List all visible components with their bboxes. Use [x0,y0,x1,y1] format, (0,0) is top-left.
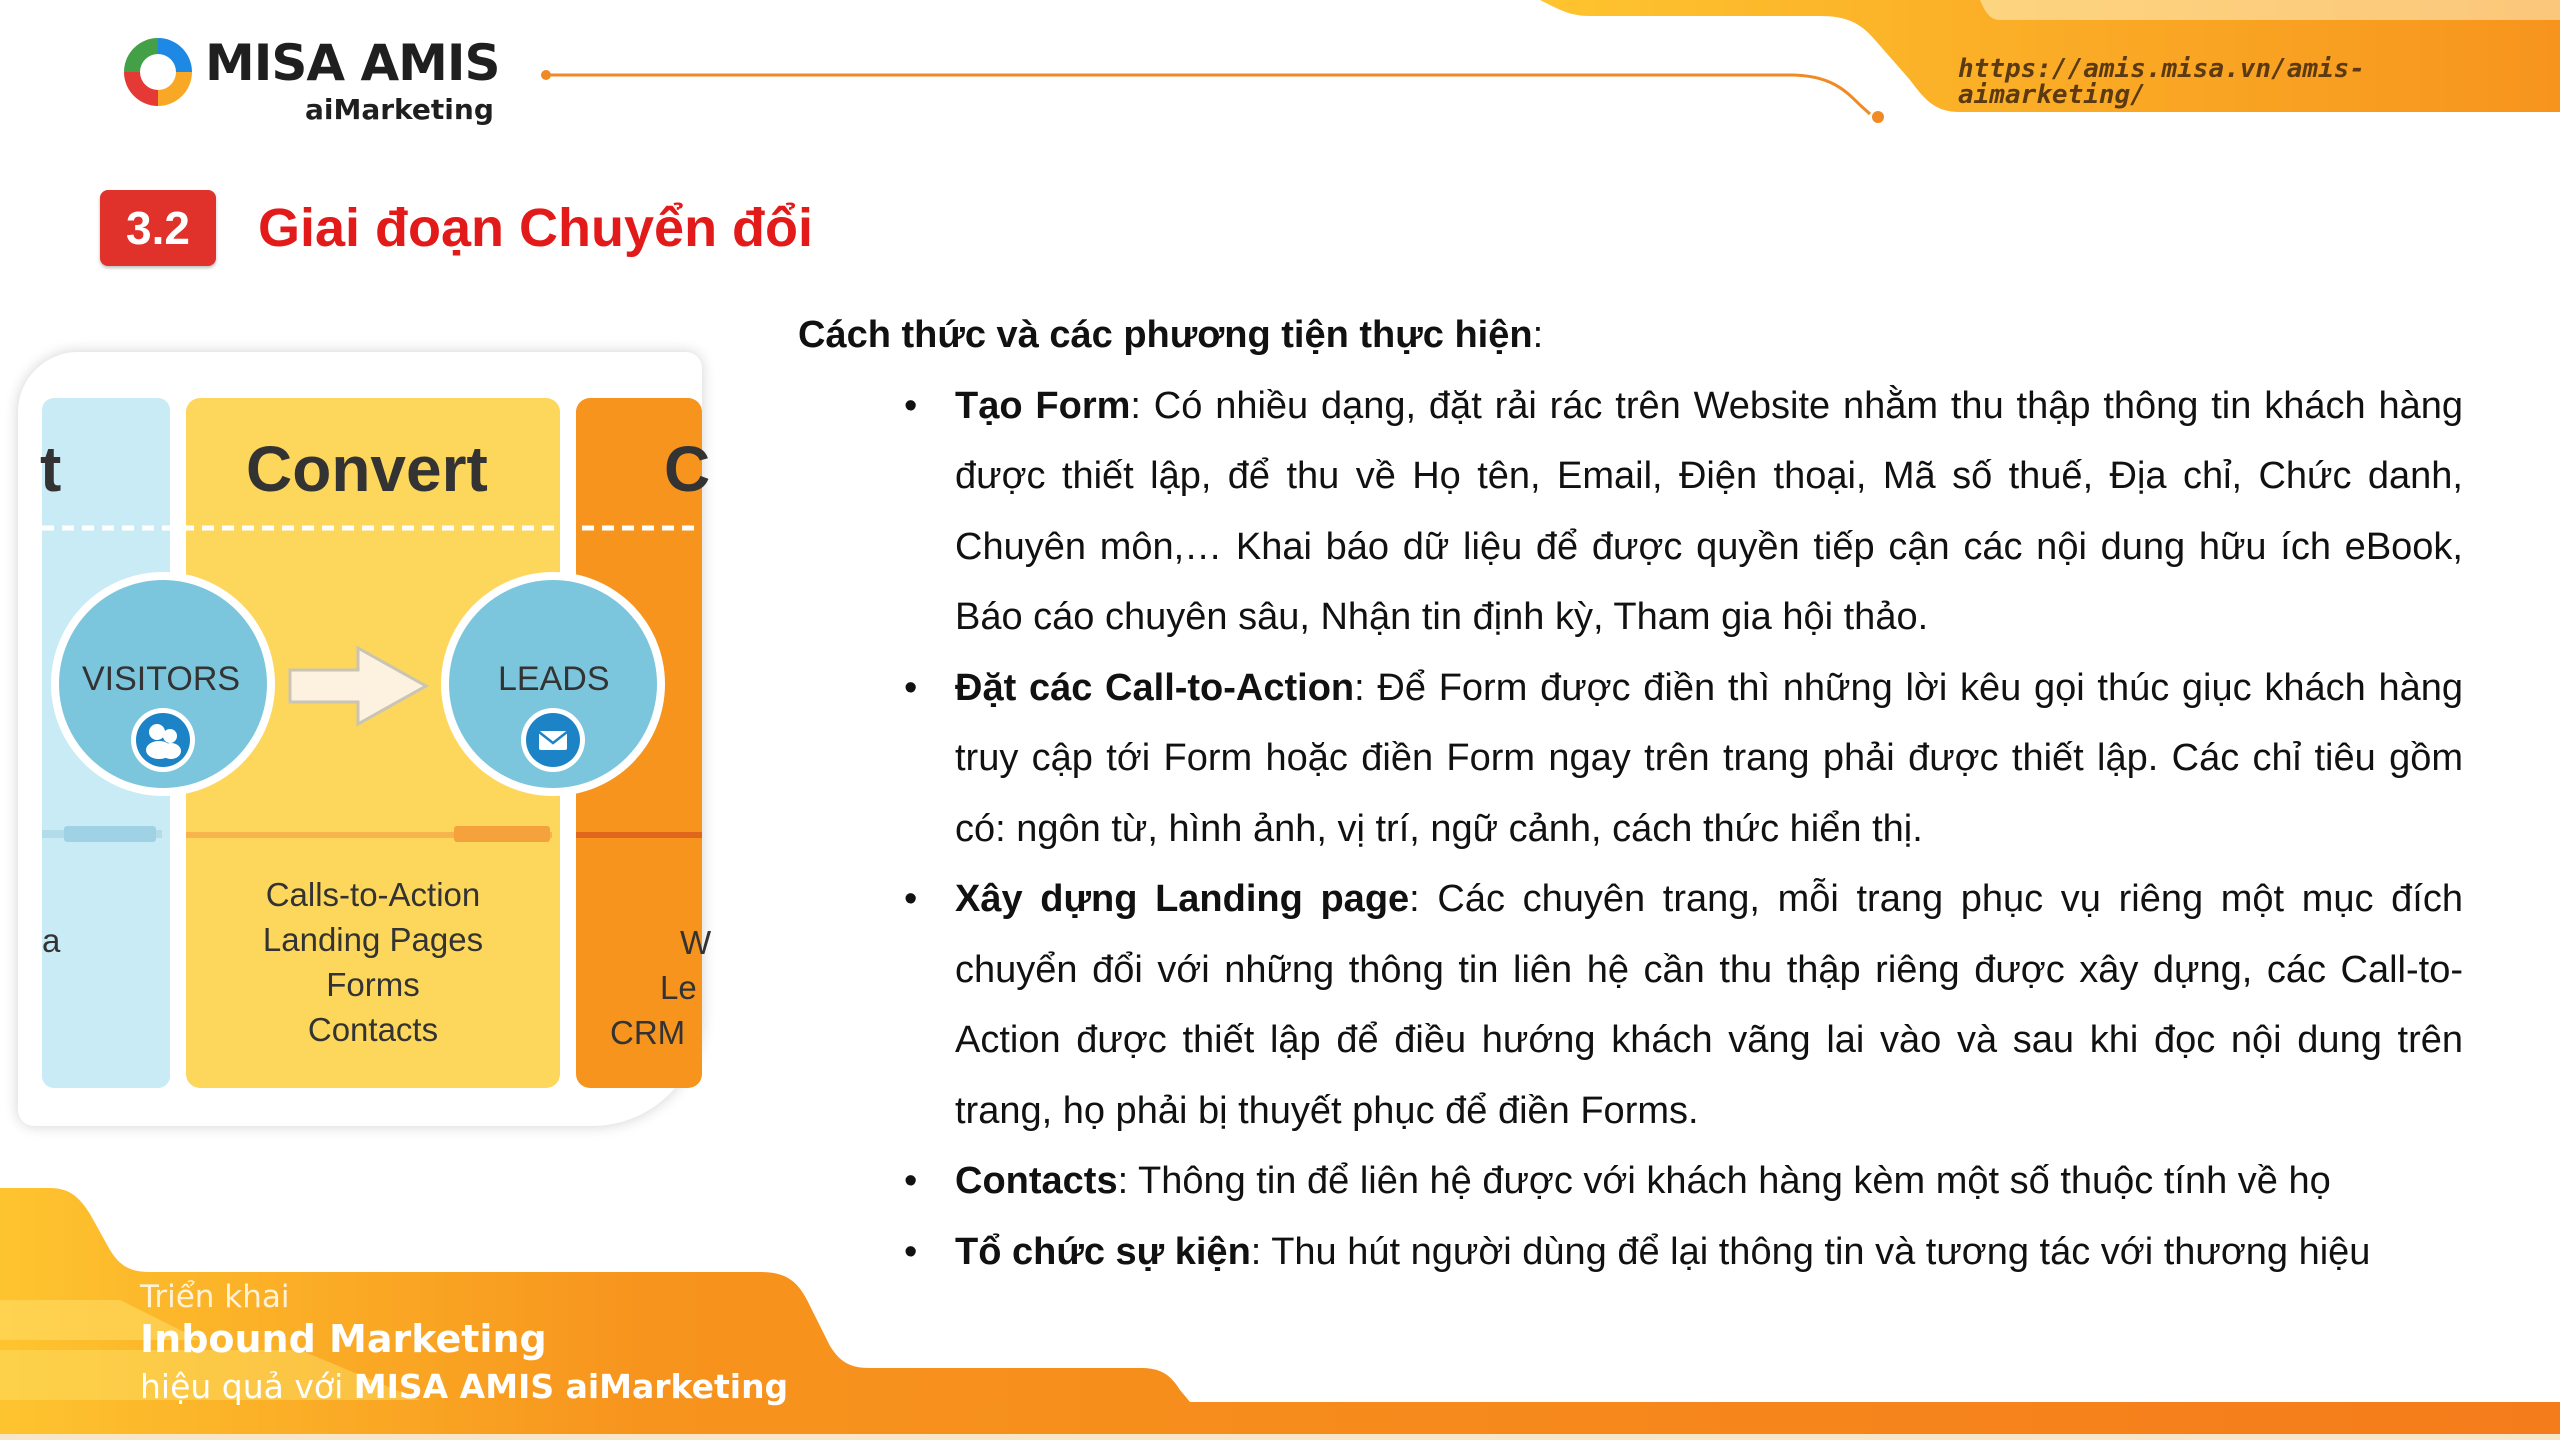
list-item [798,371,2463,653]
item-title: Xây dựng Landing page [955,878,1410,920]
item-title: Đặt các Call-to-Action [955,666,1355,709]
convert-diagram [18,352,712,1126]
list-item [798,864,2463,1146]
item-text: : Có nhiều dạng, đặt rải rác trên Website nhằm thu thập thông tin khách hàng được thiết lập, để thu về Họ tên, Email, Điện thoại, Mã số thuế, Địa chỉ, Chức danh, Chuyên môn,… Khai báo dữ liệu để được quyền tiếp cận các nội dung hữu ích eBook, Báo cáo chuyên sâu, Nhận tin định kỳ, Tham gia hội thảo. [955,384,2463,638]
attract-item-fragment: a [42,922,61,959]
bullet-icon: • [904,878,918,920]
convert-item: Landing Pages [262,921,484,958]
header-url: https://amis.misa.vn/amis-aimarketing/ [1958,54,2365,110]
close-item: CRM [610,1014,686,1051]
close-stage-fragment: C [664,433,711,505]
section-title: Giai đoạn Chuyển đổi [258,198,814,258]
item-title: Tạo Form [955,384,1131,427]
intro-line [798,300,2463,371]
visitors-label: VISITORS [82,660,241,698]
convert-items-list [198,872,548,1052]
footer-line-1: Triển khai [140,1279,290,1315]
item-text: : Thu hút người dùng để lại thông tin và tương tác với thương hiệu [1250,1230,2371,1273]
item-title: Tổ chức sự kiện [955,1230,1251,1273]
footer-line-2: Inbound Marketing [140,1317,547,1361]
footer-line-3-prefix: hiệu quả với [140,1367,354,1406]
bullet-icon: • [904,384,918,427]
leads-label: LEADS [498,660,610,698]
item-title: Contacts [955,1160,1118,1202]
misa-logo-icon [118,32,198,112]
bullet-icon: • [904,1230,918,1273]
footer-brand: MISA AMIS aiMarketing [353,1367,789,1406]
convert-item: Contacts [307,1011,439,1048]
logo-name: MISA AMIS [205,34,500,92]
item-text: : Để Form được điền thì những lời kêu gọi thúc giục khách hàng truy cập tới Form hoặc điền Form ngay trên trang phải được thiết lập. Các chỉ tiêu gồm có: ngôn từ, hình ảnh, vị trí, ngữ cảnh, cách thức hiển thị. [955,666,2463,850]
convert-item: Forms [326,966,420,1003]
intro-colon: : [1532,314,1544,356]
item-text: : Thông tin để liên hệ được với khách hàng kèm một số thuộc tính về họ [1117,1160,2331,1202]
close-item: Le [660,969,697,1006]
attract-stage-fragment: t [40,433,62,505]
convert-item: Calls-to-Action [265,876,481,913]
close-items-fragment [610,920,711,1055]
footer-line-3 [140,1367,789,1406]
logo-subtitle: aiMarketing [305,93,494,126]
bullet-icon: • [904,666,918,709]
intro-heading: Cách thức và các phương tiện thực hiện [798,314,1533,356]
section-number-badge: 3.2 [100,190,216,266]
close-item: W [680,924,712,961]
item-text: : Các chuyên trang, mỗi trang phục vụ riêng một mục đích chuyển đổi với những thông tin liên hệ cần thu thập riêng được xây dựng, các Call-to-Action được thiết lập để điều hướng khách vãng lai vào và sau khi đọc nội dung trên trang, họ phải bị thuyết phục để điền Forms. [955,878,2464,1132]
convert-stage-title: Convert [246,433,488,505]
content-block [798,300,2463,1287]
bullet-icon: • [904,1160,918,1202]
people-icon [136,713,190,767]
list-item [798,653,2463,865]
